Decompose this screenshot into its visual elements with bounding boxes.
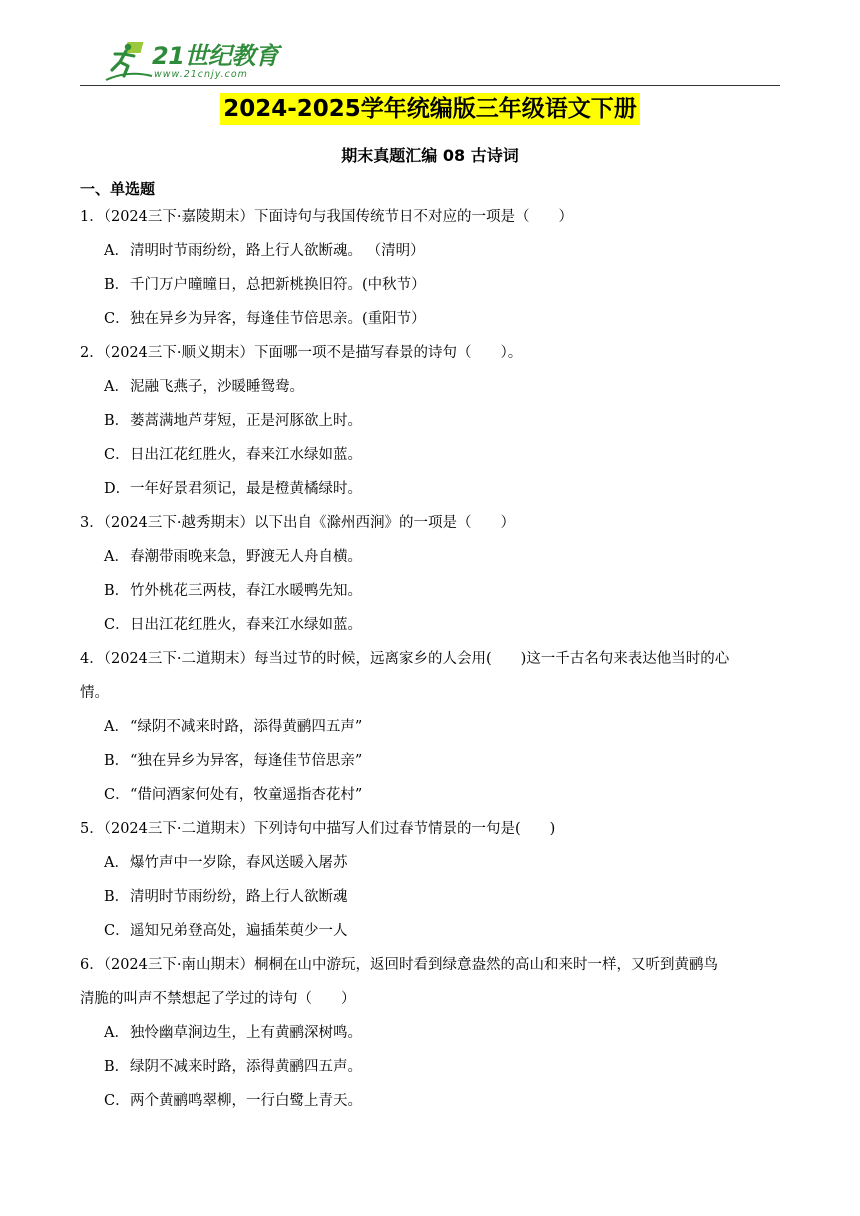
answer-option[interactable]: [80, 545, 780, 579]
question-text: 每当过节的时候，远离家乡的人会用( )这一千古名句来表达他当时的心: [254, 651, 730, 667]
answer-option[interactable]: [80, 715, 780, 749]
option-text: 日出江花红胜火，春来江水绿如蓝。: [130, 617, 362, 633]
runner-logo-icon: [104, 40, 154, 82]
option-text: 春潮带雨晚来急，野渡无人舟自横。: [130, 549, 362, 565]
option-text: 千门万户曈曈日，总把新桃换旧符。(中秋节）: [130, 277, 426, 293]
option-letter: C．: [104, 923, 130, 939]
answer-option[interactable]: [80, 375, 780, 409]
question-stem: [80, 511, 780, 545]
logo-url: www.21cnjy.com: [154, 69, 248, 80]
question-source: （2024三下·二道期末）: [103, 651, 254, 667]
question-stem: [80, 817, 780, 851]
option-text: 竹外桃花三两枝，春江水暖鸭先知。: [130, 583, 362, 599]
question-number: 6．: [80, 957, 104, 973]
option-text: 日出江花红胜火，春来江水绿如蓝。: [130, 447, 362, 463]
question-text: 桐桐在山中游玩，返回时看到绿意盎然的高山和来时一样，又听到黄鹂鸟: [254, 957, 718, 973]
section-heading: 一、单选题: [80, 180, 156, 198]
option-text: 独怜幽草涧边生，上有黄鹂深树鸣。: [130, 1025, 362, 1041]
option-text: 清明时节雨纷纷，路上行人欲断魂。 （清明）: [130, 243, 425, 259]
question-source: （2024三下·嘉陵期末）: [103, 209, 254, 225]
title-block: [0, 93, 860, 125]
option-text: 泥融飞燕子，沙暖睡鸳鸯。: [130, 379, 304, 395]
answer-option[interactable]: [80, 613, 780, 647]
question-number: 3．: [80, 515, 104, 531]
answer-option[interactable]: [80, 1055, 780, 1089]
option-letter: B．: [104, 1059, 130, 1075]
answer-option[interactable]: [80, 443, 780, 477]
question-number: 4．: [80, 651, 104, 667]
option-letter: A．: [104, 719, 129, 735]
option-text: “独在异乡为异客，每逢佳节倍思亲”: [130, 753, 363, 769]
option-text: 独在异乡为异客，每逢佳节倍思亲。(重阳节）: [130, 311, 426, 327]
answer-option[interactable]: [80, 1021, 780, 1055]
answer-option[interactable]: [80, 239, 780, 273]
question-number: 5．: [80, 821, 104, 837]
option-letter: C．: [104, 447, 130, 463]
question-stem: [80, 953, 780, 987]
option-text: 清明时节雨纷纷，路上行人欲断魂: [130, 889, 348, 905]
page-title: 2024-2025学年统编版三年级语文下册: [220, 93, 640, 125]
page-header: [0, 0, 860, 90]
option-text: “绿阴不减来时路，添得黄鹂四五声”: [130, 719, 363, 735]
question-source: （2024三下·越秀期末）: [103, 515, 254, 531]
option-letter: C．: [104, 311, 130, 327]
option-letter: B．: [104, 413, 130, 429]
option-letter: A．: [104, 379, 129, 395]
option-letter: B．: [104, 753, 130, 769]
option-text: “借问酒家何处有，牧童遥指杏花村”: [130, 787, 363, 803]
option-letter: A．: [104, 243, 129, 259]
answer-option[interactable]: [80, 477, 780, 511]
answer-option[interactable]: [80, 919, 780, 953]
question-text: 下面哪一项不是描写春景的诗句（ ）。: [254, 345, 523, 361]
question-text-continued: 情。: [80, 685, 109, 701]
question-stem: [80, 647, 780, 681]
question-text: 以下出自《滁州西涧》的一项是（ ）: [254, 515, 515, 531]
answer-option[interactable]: [80, 273, 780, 307]
option-letter: C．: [104, 617, 130, 633]
header-divider: [80, 85, 780, 86]
answer-option[interactable]: [80, 1089, 780, 1123]
answer-option[interactable]: [80, 851, 780, 885]
question-text: 下列诗句中描写人们过春节情景的一句是( ): [254, 821, 556, 837]
logo: [104, 40, 279, 84]
answer-option[interactable]: [80, 885, 780, 919]
question-text: 下面诗句与我国传统节日不对应的一项是（ ）: [254, 209, 573, 225]
option-text: 两个黄鹂鸣翠柳，一行白鹭上青天。: [130, 1093, 362, 1109]
option-letter: B．: [104, 583, 130, 599]
question-number: 1．: [80, 209, 104, 225]
question-text-continued: 清脆的叫声不禁想起了学过的诗句（ ）: [80, 991, 356, 1007]
option-text: 遥知兄弟登高处，遍插茱萸少一人: [130, 923, 348, 939]
option-letter: B．: [104, 889, 130, 905]
option-letter: A．: [104, 855, 129, 871]
option-letter: A．: [104, 549, 129, 565]
option-letter: C．: [104, 787, 130, 803]
option-letter: C．: [104, 1093, 130, 1109]
option-letter: B．: [104, 277, 130, 293]
option-letter: D．: [104, 481, 131, 497]
answer-option[interactable]: [80, 783, 780, 817]
option-text: 蒌蒿满地芦芽短，正是河豚欲上时。: [130, 413, 362, 429]
option-text: 绿阴不减来时路，添得黄鹂四五声。: [130, 1059, 362, 1075]
option-text: 一年好景君须记，最是橙黄橘绿时。: [130, 481, 362, 497]
question-stem: [80, 341, 780, 375]
question-source: （2024三下·南山期末）: [103, 957, 254, 973]
option-letter: A．: [104, 1025, 129, 1041]
answer-option[interactable]: [80, 409, 780, 443]
question-list: [80, 205, 780, 1123]
logo-text: 21世纪教育: [152, 42, 279, 70]
answer-option[interactable]: [80, 749, 780, 783]
question-number: 2．: [80, 345, 104, 361]
question-stem: [80, 205, 780, 239]
option-text: 爆竹声中一岁除，春风送暖入屠苏: [130, 855, 348, 871]
answer-option[interactable]: [80, 579, 780, 613]
question-source: （2024三下·顺义期末）: [103, 345, 254, 361]
answer-option[interactable]: [80, 307, 780, 341]
page-subtitle: 期末真题汇编 08 古诗词: [341, 146, 519, 165]
question-source: （2024三下·二道期末）: [103, 821, 254, 837]
